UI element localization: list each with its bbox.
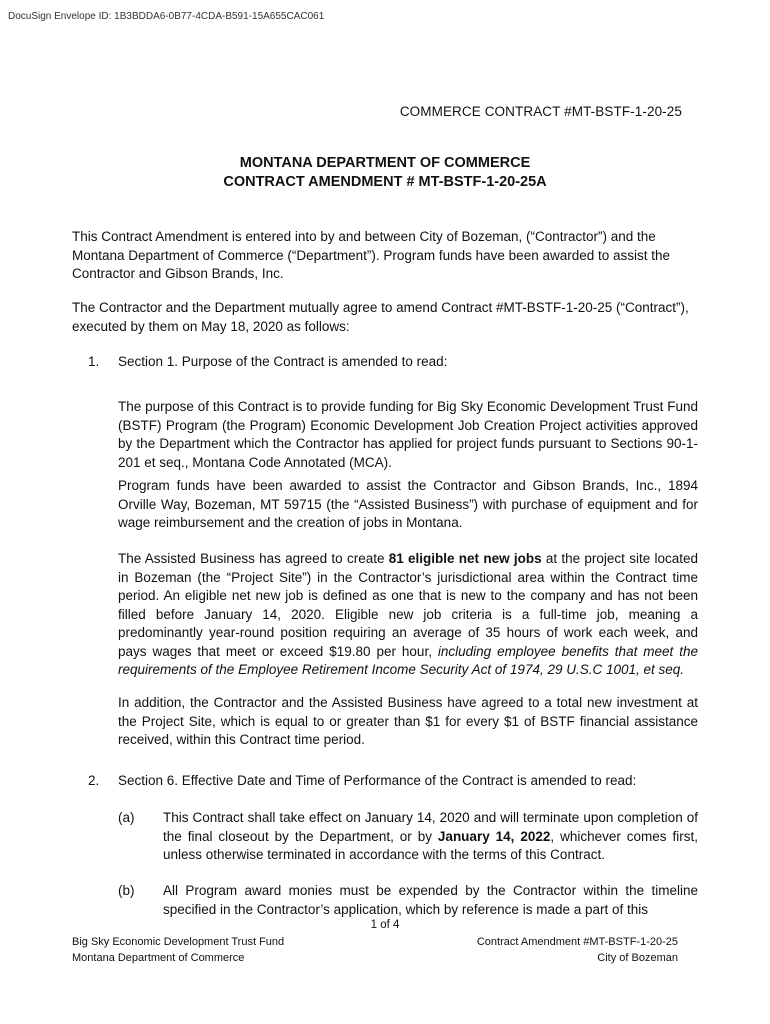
- jobs-paragraph: [118, 550, 698, 680]
- clause-b-text: All Program award monies must be expended by the Contractor within the timeline specified in the Contractor’s application, which by reference is made a part of this: [163, 883, 698, 917]
- clause-a-end: , whichever comes first, unless otherwise terminated in accordance with the terms of this Contract.: [163, 828, 698, 862]
- jobs-benefits-italic: including employee benefits that meet the requirements of the Employee Retirement Income Security Act of 1974, 29 U.S.C 1001, et seq.: [118, 643, 698, 677]
- footer-left: [72, 934, 284, 966]
- footer-right: [477, 934, 678, 966]
- agreement-paragraph: The Contractor and the Department mutually agree to amend Contract #MT-BSTF-1-20-25 (“Contract”), executed by them on May 18, 2020 as follows:: [72, 300, 689, 334]
- footer-city-name: City of Bozeman: [597, 952, 678, 964]
- footer-department-name: Montana Department of Commerce: [72, 952, 245, 964]
- jobs-count-bold: 81 eligible net new jobs: [388, 551, 542, 566]
- document-title-amendment: CONTRACT AMENDMENT # MT-BSTF-1-20-25A: [223, 174, 547, 190]
- document-title-department: MONTANA DEPARTMENT OF COMMERCE: [239, 155, 531, 171]
- page-number: 1 of 4: [370, 919, 400, 931]
- jobs-text-middle: at the project site located in Bozeman (the “Project Site”) in the Contractor’s jurisdictional area within the Contract time period. An eligible net new job is defined as one that is new to the company and has not been filled before January 14, 2020. Eligible new job criteria is a full-time job, meaning a predominantly year-round position requiring an average of 35 hours of work each week, and pays wages that meet or exceed $19.80 per hour,: [118, 551, 698, 659]
- purpose-paragraph: The purpose of this Contract is to provide funding for Big Sky Economic Development Trust Fund (BSTF) Program (the Program) Economic Development Job Creation Project activities approved by the Department which the Contractor has applied for project funds pursuant to Sections 90-1-201 et seq., Montana Code Annotated (MCA).: [118, 399, 698, 470]
- contract-reference: COMMERCE CONTRACT #MT-BSTF-1-20-25: [399, 104, 682, 119]
- footer-fund-name: Big Sky Economic Development Trust Fund: [72, 936, 285, 948]
- clause-b-label: (b): [118, 883, 135, 898]
- program-funds-paragraph: Program funds have been awarded to assist the Contractor and Gibson Brands, Inc., 1894 Orville Way, Bozeman, MT 59715 (the “Assisted Business”) with purchase of equipment and for wage reimbursement and the creation of jobs in Montana.: [118, 478, 698, 530]
- section-1-number: 1.: [88, 354, 100, 369]
- clause-a-text: [163, 809, 698, 865]
- investment-paragraph: In addition, the Contractor and the Assisted Business have agreed to a total new investment at the Project Site, which is equal to or greater than $1 for every $1 of BSTF financial assistance received, within this Contract time period.: [118, 695, 698, 747]
- jobs-text-start: The Assisted Business has agreed to create: [118, 551, 389, 566]
- clause-a-date-bold: January 14, 2022: [437, 828, 551, 844]
- intro-paragraph: This Contract Amendment is entered into by and between City of Bozeman, (“Contractor”) and the Montana Department of Commerce (“Department”). Program funds have been awarded to assist the Contractor and Gibson Brands, Inc.: [72, 229, 671, 281]
- section-1-heading: Section 1. Purpose of the Contract is amended to read:: [118, 354, 448, 369]
- clause-a-start: This Contract shall take effect on January 14, 2020 and will terminate upon completion of the final closeout by the Department, or by: [163, 810, 698, 844]
- clause-a-label: (a): [118, 810, 135, 825]
- footer-amendment-ref: Contract Amendment #MT-BSTF-1-20-25: [476, 936, 678, 948]
- docusign-envelope-id: DocuSign Envelope ID: 1B3BDDA6-0B77-4CDA-B591-15A655CAC061: [8, 11, 325, 22]
- section-2-heading: Section 6. Effective Date and Time of Performance of the Contract is amended to read:: [118, 773, 637, 788]
- section-2-number: 2.: [88, 773, 100, 788]
